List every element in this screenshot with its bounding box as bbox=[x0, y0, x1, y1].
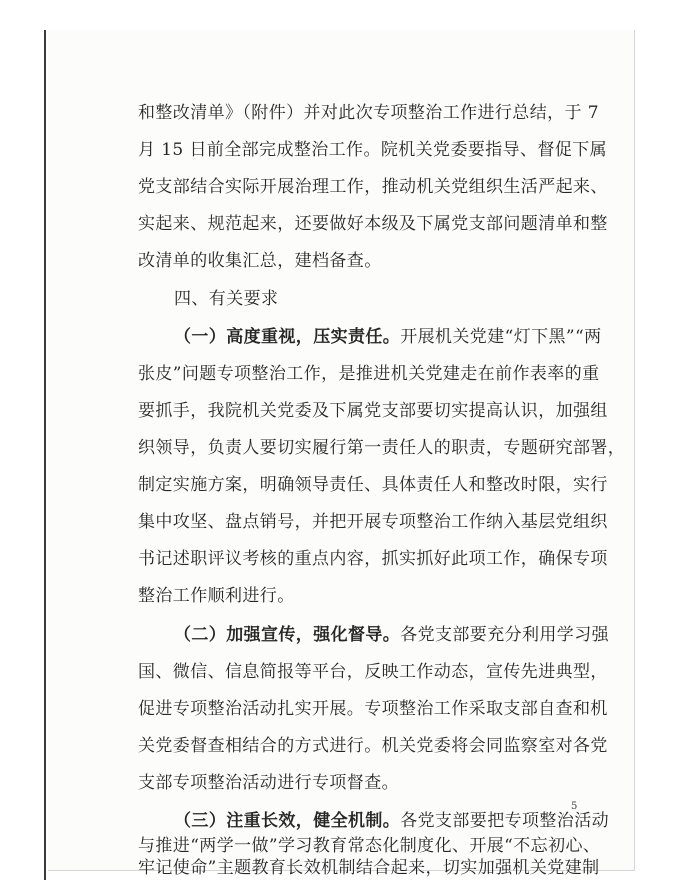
subsection-line bbox=[174, 327, 601, 347]
paragraph-line: 关党委督查相结合的方式进行。机关党委将会同监察室对各党 bbox=[138, 736, 608, 756]
paragraph-line: 改清单的收集汇总，建档备查。 bbox=[138, 251, 382, 271]
paragraph-line: 和整改清单》（附件）并对此次专项整治工作进行总结，于 7 bbox=[138, 103, 599, 123]
subsection-line bbox=[174, 625, 609, 645]
paragraph-line: 书记述职评议考核的重点内容，抓实抓好此项工作，确保专项 bbox=[138, 549, 608, 569]
paragraph-line: 实起来、规范起来，还要做好本级及下属党支部问题清单和整 bbox=[138, 214, 608, 234]
paragraph-text: 开展机关党建“灯下黑”“两 bbox=[400, 327, 602, 347]
subsection-heading: （三）注重长效，健全机制。 bbox=[174, 811, 401, 831]
paragraph-line: 要抓手，我院机关党委及下属党支部要切实提高认识，加强组 bbox=[138, 401, 608, 421]
section-heading: 四、有关要求 bbox=[174, 289, 279, 309]
page-number: 5 bbox=[571, 801, 578, 812]
subsection-heading: （一）高度重视，压实责任。 bbox=[174, 327, 401, 347]
paragraph-text: 各党支部要把专项整治活动 bbox=[400, 811, 610, 831]
paragraph-line: 制定实施方案，明确领导责任、具体责任人和整改时限，实行 bbox=[138, 475, 608, 495]
paragraph-line: 国、微信、信息简报等平台，反映工作动态，宣传先进典型， bbox=[138, 662, 608, 682]
paragraph-line: 整治工作顺利进行。 bbox=[138, 586, 295, 606]
paragraph-line: 牢记使命”主题教育长效机制结合起来，切实加强机关党建制 bbox=[138, 858, 600, 878]
paragraph-line: 月 15 日前全部完成整治工作。院机关党委要指导、督促下属 bbox=[138, 140, 608, 160]
paragraph-line: 织领导，负责人要切实履行第一责任人的职责，专题研究部署， bbox=[138, 438, 626, 458]
paragraph-line: 张皮”问题专项整治工作，是推进机关党建走在前作表率的重 bbox=[138, 364, 600, 384]
subsection-heading: （二）加强宣传，强化督导。 bbox=[174, 625, 401, 645]
paragraph-line: 促进专项整治活动扎实开展。专项整治工作采取支部自查和机 bbox=[138, 699, 608, 719]
paragraph-text: 各党支部要充分利用学习强 bbox=[400, 625, 610, 645]
paragraph-line: 支部专项整治活动进行专项督查。 bbox=[138, 773, 399, 793]
paragraph-line: 与推进“两学一做”学习教育常态化制度化、开展“不忘初心、 bbox=[138, 836, 601, 856]
binding-edge bbox=[44, 30, 46, 880]
subsection-line bbox=[174, 811, 609, 831]
paragraph-line: 集中攻坚、盘点销号，并把开展专项整治工作纳入基层党组织 bbox=[138, 512, 608, 532]
paragraph-line: 党支部结合实际开展治理工作，推动机关党组织生活严起来、 bbox=[138, 177, 608, 197]
